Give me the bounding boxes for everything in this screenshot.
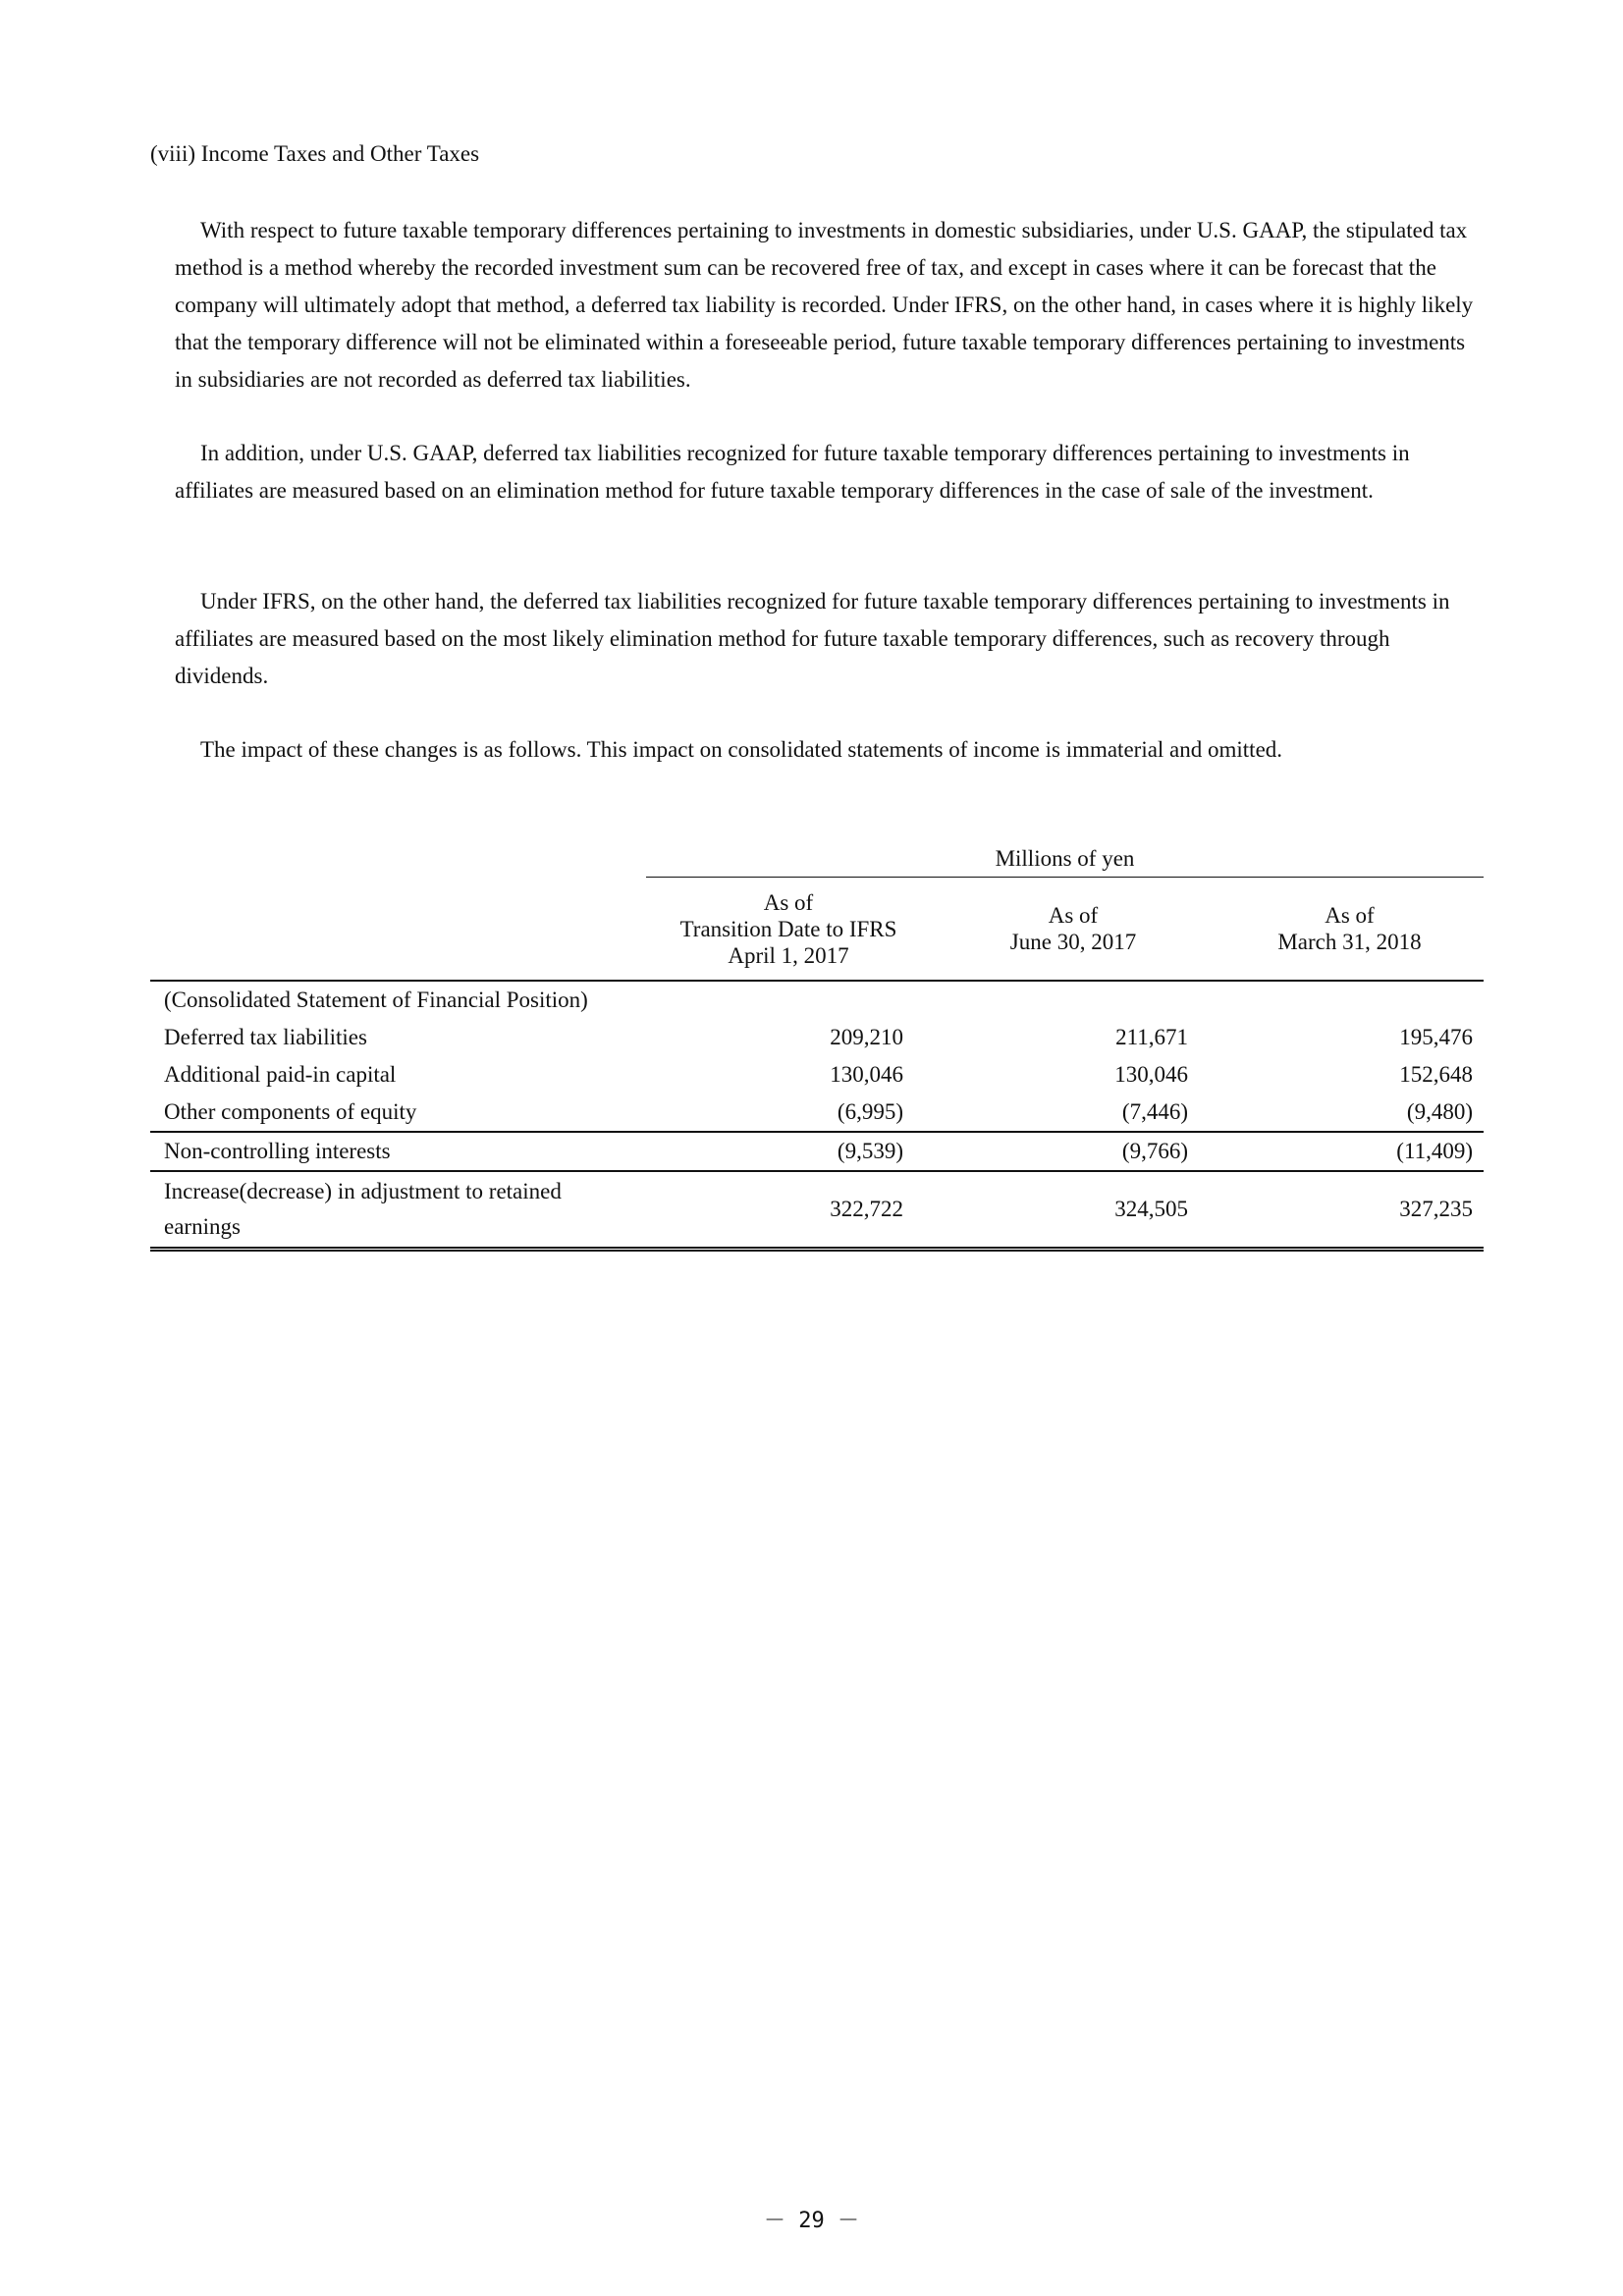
- cell-value: (9,766): [1121, 1139, 1188, 1163]
- column-header-text: As of Transition Date to IFRS April 1, 2017: [679, 889, 897, 968]
- cell-value: (7,446): [1121, 1099, 1188, 1124]
- section-label: (Consolidated Statement of Financial Position): [164, 988, 588, 1012]
- column-header-transition-date: [646, 878, 931, 980]
- cell-value: 152,648: [1399, 1062, 1473, 1087]
- cell-value: 209,210: [830, 1025, 903, 1049]
- cell-value: (6,995): [837, 1099, 903, 1124]
- cell-value: (9,480): [1406, 1099, 1473, 1124]
- column-header-row: [150, 878, 1484, 982]
- cell-value: (11,409): [1396, 1139, 1473, 1163]
- table-row: [150, 1019, 1484, 1056]
- column-header-text: As of June 30, 2017: [1009, 903, 1137, 954]
- cell-value: 324,505: [1114, 1197, 1188, 1221]
- paragraph-usgaap-affiliates: In addition, under U.S. GAAP, deferred tax liabilities recognized for future taxable temporary differences pertaining to investments in affiliates are measured based on an elimination method for future taxable temporary differences in the case of sale of the investment.: [175, 441, 1410, 503]
- column-header-march-2018: [1216, 878, 1484, 980]
- table-row: [150, 1131, 1484, 1170]
- paragraph-impact: The impact of these changes is as follows. This impact on consolidated statements of income is immaterial and omitted.: [200, 737, 1283, 762]
- table-section-row: [150, 982, 1484, 1019]
- table-row: [150, 1056, 1484, 1094]
- cell-value: 322,722: [830, 1197, 903, 1221]
- cell-value: 327,235: [1399, 1197, 1473, 1221]
- row-label: Other components of equity: [164, 1099, 417, 1124]
- impact-table: [150, 844, 1484, 1252]
- unit-label: Millions of yen: [995, 846, 1135, 871]
- row-label: Non-controlling interests: [164, 1139, 391, 1163]
- cell-value: (9,539): [837, 1139, 903, 1163]
- cell-value: 211,671: [1115, 1025, 1188, 1049]
- section-heading: (viii) Income Taxes and Other Taxes: [150, 141, 480, 166]
- table-row: [150, 1094, 1484, 1131]
- column-header-june-2017: [931, 878, 1216, 980]
- row-label: Deferred tax liabilities: [164, 1025, 367, 1049]
- unit-header: [150, 844, 1484, 878]
- page-number: － 29 －: [764, 2209, 859, 2233]
- paragraph-subsidiaries: With respect to future taxable temporary differences pertaining to investments in domestic subsidiaries, under U.S. GAAP, the stipulated tax method is a method whereby the recorded investment sum can be recovered free of tax, and except in cases where it can be forecast that the company will ultimately adopt that method, a deferred tax liability is recorded. Under IFRS, on the other hand, in cases where it is highly likely that the temporary difference will not be eliminated within a foreseeable period, future taxable temporary differences pertaining to investments in subsidiaries are not recorded as deferred tax liabilities.: [175, 218, 1474, 392]
- row-label: Increase(decrease) in adjustment to retained earnings: [164, 1179, 562, 1239]
- table-total-row: [150, 1170, 1484, 1252]
- cell-value: 130,046: [1114, 1062, 1188, 1087]
- cell-value: 195,476: [1399, 1025, 1473, 1049]
- paragraph-ifrs-affiliates: Under IFRS, on the other hand, the deferred tax liabilities recognized for future taxable temporary differences pertaining to investments in affiliates are measured based on the most likely elimination method for future taxable temporary differences, such as recovery through dividends.: [175, 589, 1450, 688]
- column-header-text: As of March 31, 2018: [1277, 903, 1422, 954]
- cell-value: 130,046: [830, 1062, 903, 1087]
- row-label: Additional paid-in capital: [164, 1062, 397, 1087]
